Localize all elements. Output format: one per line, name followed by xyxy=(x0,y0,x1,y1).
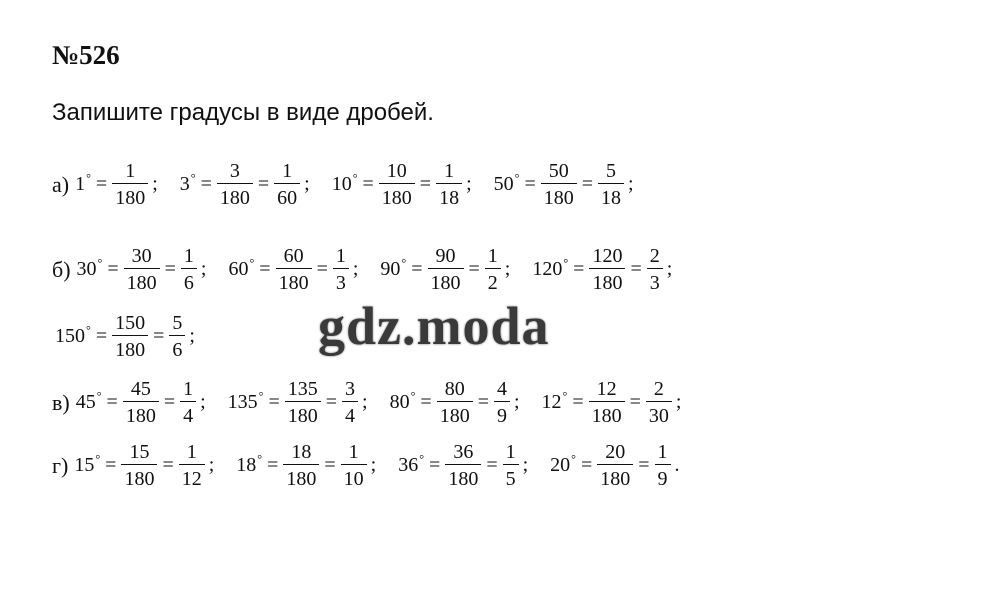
fraction-numerator: 12 xyxy=(596,378,617,400)
degree-number: 50 xyxy=(493,173,514,195)
fraction-denominator: 12 xyxy=(179,464,205,490)
equals-sign: = xyxy=(200,173,212,195)
degree-value xyxy=(180,173,196,196)
fraction-numerator: 1 xyxy=(444,160,455,182)
degree-sign: ° xyxy=(258,389,264,403)
equals-sign: = xyxy=(164,258,176,280)
separator: ; xyxy=(522,454,529,476)
fraction-numerator: 2 xyxy=(653,378,664,400)
fraction-denominator: 5 xyxy=(503,464,519,490)
fraction xyxy=(179,441,205,490)
fraction xyxy=(333,245,349,294)
fraction-numerator: 80 xyxy=(444,378,465,400)
degree-number: 18 xyxy=(236,454,257,476)
degree-sign: ° xyxy=(249,256,255,270)
degree-sign: ° xyxy=(257,452,263,466)
equation xyxy=(77,245,229,294)
equals-sign: = xyxy=(106,391,118,413)
degree-number: 3 xyxy=(179,173,190,195)
equation xyxy=(380,245,532,294)
row-b-continued xyxy=(55,312,217,361)
degree-value xyxy=(76,391,102,414)
equals-sign: = xyxy=(259,258,271,280)
fraction-numerator: 4 xyxy=(496,378,507,400)
equals-sign: = xyxy=(163,391,176,413)
fraction-numerator: 5 xyxy=(172,312,183,334)
fraction-denominator: 180 xyxy=(112,335,148,361)
fraction-numerator: 1 xyxy=(125,160,136,182)
fraction-denominator: 180 xyxy=(217,183,253,209)
fraction-denominator: 9 xyxy=(655,464,671,490)
fraction xyxy=(597,441,633,490)
equals-sign: = xyxy=(572,391,584,413)
separator: ; xyxy=(200,391,206,413)
fraction xyxy=(379,160,415,209)
row-label: г) xyxy=(52,452,69,478)
fraction xyxy=(647,245,663,294)
fraction xyxy=(276,245,312,294)
fraction xyxy=(428,245,464,294)
fraction xyxy=(436,160,462,209)
fraction-denominator: 180 xyxy=(123,401,159,427)
equation xyxy=(542,378,704,427)
separator: ; xyxy=(666,258,673,280)
fraction-numerator: 50 xyxy=(548,160,569,182)
separator: ; xyxy=(352,258,359,280)
separator: ; xyxy=(466,173,472,195)
degree-number: 10 xyxy=(331,173,352,195)
degree-sign: ° xyxy=(563,256,569,270)
fraction-denominator: 3 xyxy=(333,268,349,294)
equals-sign: = xyxy=(268,391,280,413)
equals-sign: = xyxy=(630,258,642,280)
fraction-denominator: 30 xyxy=(646,401,672,427)
degree-sign: ° xyxy=(97,256,103,270)
fraction-denominator: 180 xyxy=(276,268,312,294)
degree-number: 120 xyxy=(532,258,563,280)
equals-sign: = xyxy=(581,173,593,195)
equals-sign: = xyxy=(580,454,593,476)
degree-sign: ° xyxy=(571,452,576,466)
fraction-numerator: 120 xyxy=(592,245,623,267)
degree-value xyxy=(550,454,576,477)
equation xyxy=(532,245,694,294)
equals-sign: = xyxy=(524,173,536,195)
degree-sign: ° xyxy=(86,171,91,185)
fraction-numerator: 1 xyxy=(657,441,668,463)
fraction xyxy=(589,245,625,294)
fraction xyxy=(112,160,148,209)
equation xyxy=(332,160,494,209)
fraction-numerator: 10 xyxy=(386,160,407,182)
equation xyxy=(180,160,332,209)
equation xyxy=(55,312,217,361)
fraction-denominator: 180 xyxy=(589,401,625,427)
fraction-denominator: 180 xyxy=(541,183,577,209)
fraction xyxy=(503,441,519,490)
equals-sign: = xyxy=(629,391,641,413)
degree-value xyxy=(228,391,264,414)
equation xyxy=(398,441,550,490)
equation xyxy=(76,378,228,427)
fraction-numerator: 1 xyxy=(505,441,516,463)
equals-sign: = xyxy=(325,391,338,413)
fraction-denominator: 9 xyxy=(494,401,510,427)
equals-sign: = xyxy=(477,391,489,413)
fraction-numerator: 3 xyxy=(345,378,356,400)
equals-sign: = xyxy=(257,173,270,195)
degree-value xyxy=(398,454,424,477)
equals-sign: = xyxy=(429,454,441,476)
fraction-numerator: 45 xyxy=(130,378,151,400)
equals-sign: = xyxy=(419,173,432,195)
fraction-numerator: 60 xyxy=(283,245,304,267)
degree-value xyxy=(236,454,262,477)
degree-sign: ° xyxy=(96,389,102,403)
fraction xyxy=(123,378,159,427)
degree-sign: ° xyxy=(562,389,568,403)
separator: ; xyxy=(628,173,634,195)
fraction-denominator: 180 xyxy=(445,464,481,490)
fraction-numerator: 30 xyxy=(131,245,152,267)
degree-sign: ° xyxy=(410,389,416,403)
fraction-denominator: 10 xyxy=(341,464,367,490)
fraction-numerator: 1 xyxy=(186,441,197,463)
equals-sign: = xyxy=(107,258,119,280)
degree-number: 30 xyxy=(76,258,97,280)
degree-value xyxy=(74,454,100,477)
fraction xyxy=(283,441,319,490)
fraction xyxy=(124,245,160,294)
equation xyxy=(390,378,542,427)
equals-sign: = xyxy=(411,258,423,280)
degree-number: 20 xyxy=(550,454,571,476)
fraction-numerator: 1 xyxy=(282,160,293,182)
fraction xyxy=(541,160,577,209)
separator: ; xyxy=(504,258,511,280)
degree-number: 80 xyxy=(389,391,410,413)
equation xyxy=(494,160,656,209)
separator: ; xyxy=(152,173,158,195)
fraction xyxy=(180,378,196,427)
fraction-denominator: 180 xyxy=(428,268,464,294)
degree-value xyxy=(390,391,416,414)
equals-sign: = xyxy=(573,258,585,280)
separator: ; xyxy=(189,325,195,347)
row-label: в) xyxy=(52,389,70,415)
fraction xyxy=(655,441,671,490)
fraction xyxy=(112,312,148,361)
row-v xyxy=(52,378,703,427)
fraction xyxy=(274,160,300,209)
fraction-numerator: 2 xyxy=(649,245,660,267)
fraction-denominator: 180 xyxy=(597,464,633,490)
fraction-numerator: 5 xyxy=(606,160,616,182)
fraction xyxy=(445,441,481,490)
task-text: Запишите градусы в виде дробей. xyxy=(52,99,434,126)
degree-number: 15 xyxy=(74,454,95,476)
degree-sign: ° xyxy=(401,256,407,270)
degree-number: 90 xyxy=(380,258,401,280)
fraction xyxy=(589,378,625,427)
problem-number: №526 xyxy=(52,40,120,70)
row-b xyxy=(52,245,694,294)
fraction xyxy=(181,245,197,294)
equals-sign: = xyxy=(267,454,279,476)
degree-value xyxy=(75,173,91,196)
fraction-denominator: 18 xyxy=(436,183,462,209)
fraction-denominator: 3 xyxy=(647,268,663,294)
degree-value xyxy=(332,173,358,196)
degree-number: 150 xyxy=(55,325,85,347)
fraction-denominator: 2 xyxy=(485,268,501,294)
degree-sign: ° xyxy=(95,452,101,466)
fraction xyxy=(169,312,185,361)
fraction xyxy=(121,441,157,490)
degree-number: 60 xyxy=(228,258,249,280)
degree-sign: ° xyxy=(86,323,91,337)
fraction-denominator: 180 xyxy=(121,464,157,490)
fraction xyxy=(437,378,473,427)
fraction-denominator: 60 xyxy=(274,183,300,209)
fraction-numerator: 1 xyxy=(183,245,194,267)
degree-value xyxy=(542,391,568,414)
fraction-numerator: 90 xyxy=(435,245,456,267)
equation xyxy=(228,378,390,427)
separator: ; xyxy=(304,173,310,195)
fraction-numerator: 1 xyxy=(348,441,359,463)
fraction xyxy=(341,441,367,490)
fraction-denominator: 6 xyxy=(169,335,185,361)
fraction xyxy=(285,378,321,427)
fraction-numerator: 18 xyxy=(291,441,312,463)
separator: ; xyxy=(675,391,682,413)
equation xyxy=(74,441,236,490)
equation xyxy=(236,441,398,490)
separator: ; xyxy=(370,454,377,476)
separator: ; xyxy=(208,454,215,476)
equals-sign: = xyxy=(362,173,374,195)
fraction xyxy=(598,160,624,209)
equals-sign: = xyxy=(153,325,165,347)
row-a xyxy=(52,160,656,209)
fraction-denominator: 180 xyxy=(589,268,625,294)
equals-sign: = xyxy=(486,454,498,476)
equation xyxy=(75,160,180,209)
degree-value xyxy=(380,258,406,281)
fraction-numerator: 15 xyxy=(129,441,150,463)
separator: ; xyxy=(200,258,207,280)
equals-sign: = xyxy=(468,258,480,280)
equals-sign: = xyxy=(324,454,336,476)
equation xyxy=(228,245,380,294)
fraction-denominator: 18 xyxy=(598,183,624,209)
equals-sign: = xyxy=(95,325,108,347)
row-label: а) xyxy=(52,171,70,197)
fraction-denominator: 4 xyxy=(342,401,358,427)
fraction-numerator: 135 xyxy=(287,378,318,400)
separator: . xyxy=(674,454,680,476)
fraction xyxy=(646,378,672,427)
watermark: gdz.moda xyxy=(318,296,550,356)
fraction-denominator: 180 xyxy=(124,268,160,294)
equation xyxy=(550,441,701,490)
fraction-numerator: 1 xyxy=(335,245,346,267)
fraction-denominator: 4 xyxy=(180,401,196,427)
degree-number: 135 xyxy=(227,391,258,413)
fraction-denominator: 180 xyxy=(285,401,321,427)
fraction-denominator: 180 xyxy=(283,464,319,490)
degree-value xyxy=(77,258,103,281)
degree-number: 36 xyxy=(398,454,419,476)
row-g xyxy=(52,441,702,490)
fraction-numerator: 150 xyxy=(115,312,146,334)
separator: ; xyxy=(362,391,368,413)
degree-value xyxy=(228,258,254,281)
degree-value xyxy=(494,173,520,196)
equals-sign: = xyxy=(420,391,432,413)
separator: ; xyxy=(513,391,520,413)
equals-sign: = xyxy=(105,454,117,476)
degree-number: 45 xyxy=(75,391,96,413)
fraction-denominator: 180 xyxy=(379,183,415,209)
fraction-denominator: 6 xyxy=(181,268,197,294)
equals-sign: = xyxy=(162,454,174,476)
fraction-numerator: 1 xyxy=(183,378,194,400)
fraction-denominator: 180 xyxy=(112,183,148,209)
degree-number: 1 xyxy=(75,173,86,195)
fraction-numerator: 3 xyxy=(229,160,240,182)
degree-number: 12 xyxy=(541,391,562,413)
degree-sign: ° xyxy=(352,171,358,185)
fraction-denominator: 180 xyxy=(437,401,473,427)
fraction xyxy=(485,245,501,294)
degree-sign: ° xyxy=(419,452,425,466)
degree-value xyxy=(532,258,568,281)
degree-sign: ° xyxy=(514,171,520,185)
row-label: б) xyxy=(52,256,71,282)
fraction-numerator: 1 xyxy=(487,245,498,267)
equals-sign: = xyxy=(95,173,108,195)
fraction-numerator: 20 xyxy=(605,441,626,463)
fraction xyxy=(342,378,358,427)
fraction-numerator: 36 xyxy=(453,441,474,463)
fraction xyxy=(494,378,510,427)
degree-sign: ° xyxy=(190,171,196,185)
equals-sign: = xyxy=(316,258,328,280)
fraction xyxy=(217,160,253,209)
degree-value xyxy=(55,325,91,348)
equals-sign: = xyxy=(638,454,650,476)
